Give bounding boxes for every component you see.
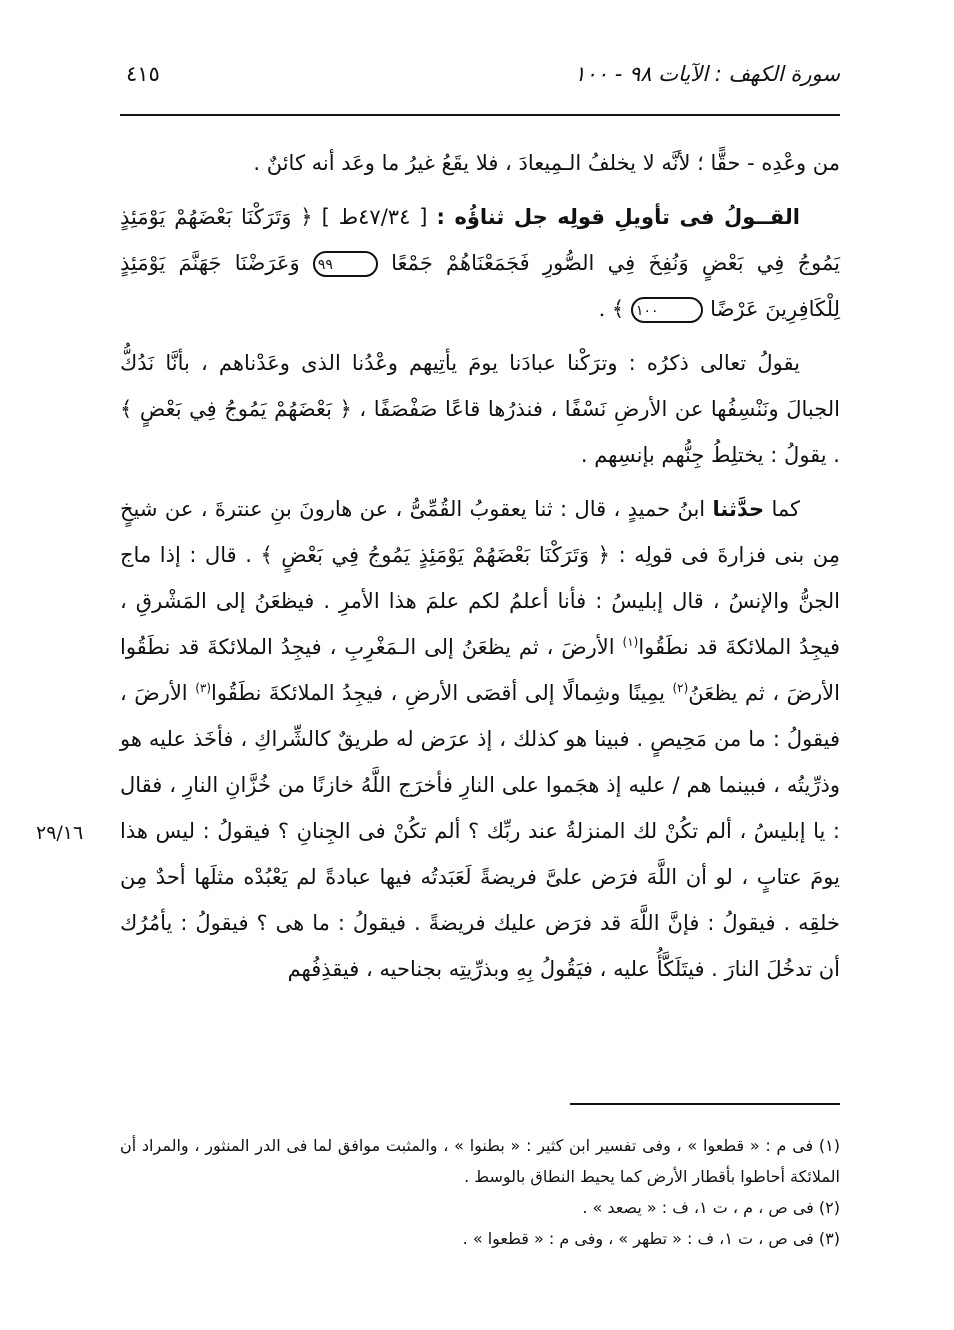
footnote-divider [570, 1103, 840, 1105]
quran-verse-text-2: وَعَرَضْنَا جَهَنَّمَ يَوْمَئِذٍ لِلْكَافِرِينَ عَرْضًا [120, 251, 840, 321]
verse-number-99: ٩٩ [313, 251, 378, 277]
paragraph-4-text-c: . قال : إذا ماج الجنُّ والإنسُ ، قال إبليسُ : فأنا أعلمُ لكم علمَ هذا الأمرِ . فيظعَنُ إلى المَشْرقِ ، فيجِدُ الملائكةَ قد نطَقُوا [120, 543, 841, 659]
paragraph-4-text-b: ابنُ حميدٍ ، قال : ثنا يعقوبُ القُمِّىُّ ، عن هارونَ بنِ عنترةَ ، عن شيخٍ مِن بنى فزارةَ فى قولِه : [120, 497, 841, 567]
footnote-marker-2: (٢) [672, 681, 689, 695]
page-number: ٤١٥ [126, 62, 160, 86]
footnote-marker-1: (١) [622, 635, 639, 649]
narration-keyword: حدَّثنا [712, 497, 765, 521]
paragraph-3-text-a: يقولُ تعالى ذكرُه : وترَكْنا عبادَنا يومَ يأتِيهم وعْدُنا الذى وعَدْناهم ، بأنَّا نَدُكُّ الجبالَ ونَنْسِفُها عن الأرضِ نَسْفًا ، فنذرُها قاعًا صَفْصَفًا ، [120, 351, 840, 421]
paragraph-1-text: من وعْدِه - حقًّا ؛ لأنَّه لا يخلفُ الـمِيعادَ ، فلا يقَعُ غيرُ ما وعَد أنه كائنٌ . [253, 151, 840, 175]
footnotes [120, 1130, 840, 1254]
paragraph-4 [120, 486, 840, 992]
running-title: سورة الكهف : الآيات ٩٨ - ١٠٠ [574, 62, 840, 86]
paragraph-4-text-d: الأرضَ ، ثم يظعَنُ إلى الـمَغْرِبِ ، فيجِدُ الملائكةَ قد نطَقُوا الأرضَ ، ثم يظعَنُ [120, 635, 840, 705]
quran-quote-p4: ﴿ وَتَرَكْنَا بَعْضَهُمْ يَوْمَئِذٍ يَمُوجُ فِي بَعْضٍ ﴾ [260, 543, 610, 567]
paragraph-4-text-a: كما [771, 497, 800, 521]
footnote-1: (١) فى م : « قطعوا » ، وفى تفسير ابن كثير : « بطنوا » ، والمثبت موافق لما فى الدر المنثور ، والمراد أن الملائكة أحاطوا بأقطار الأرض كما يحيط النطاق بالوسط . [120, 1136, 840, 1186]
folio-reference: [ ٤٧/٣٤ط ] [321, 205, 428, 229]
paragraph-3 [120, 340, 840, 478]
footnote-3: (٣) فى ص ، ت ١، ف : « تطهر » ، وفى م : « قطعوا » . [462, 1229, 840, 1248]
footnote-marker-3: (٣) [195, 681, 212, 695]
paragraph-2 [120, 194, 840, 332]
paragraph-4-text-f: الأرضَ ، فيقولُ : ما من مَحِيصٍ . فبينا هو كذلك ، إذ عرَض له طريقٌ كالشِّراكِ ، فأخَذ عليه هو وذرِّيتُه ، فبينما هم / عليه إذ هجَموا على النارِ فأخرَج اللَّهُ خازنًا من خُزَّانِ النارِ ، فقال : يا إبليسُ ، ألم تكُنْ لك المنزلةُ عند ربِّك ؟ ألم تكُنْ فى الجِنانِ ؟ فيقولُ : ليس هذا يومَ عتابٍ ، لو أن اللَّهَ فرَض علىَّ فريضةً لَعَبَدتُه فيها عبادةً لم يَعْبُدْه مثلَها أحدٌ مِن خلقِه . فيقولُ : فإنَّ اللَّهَ قد فرَض عليك فريضةً . فيقولُ : ما هى ؟ فيقولُ : يأمُرُك أن تدخُلَ النارَ . فيتَلَكَّأُ عليه ، فيَقُولُ بِهِ وبذرِّيتِه بجناحيه ، فيقذِفُهم [120, 681, 840, 981]
quran-quote-p3: ﴿ بَعْضَهُمْ يَمُوجُ فِي بَعْضٍ ﴾ [120, 397, 352, 421]
paragraph-3-text-b: . يقولُ : يختلِطُ جِنُّهم بإنسِهم . [580, 443, 840, 467]
margin-reference: ٢٩/١٦ [36, 822, 84, 844]
header-divider [120, 114, 840, 116]
main-text [120, 140, 840, 992]
paragraph-1 [120, 140, 840, 186]
quran-verse-text-1: ﴿ وَتَرَكْنَا بَعْضَهُمْ يَوْمَئِذٍ يَمُوجُ فِي بَعْضٍ وَنُفِخَ فِي الصُّورِ فَجَمَعْنَاهُمْ جَمْعًا [120, 205, 840, 275]
section-heading: القــولُ فى تأويلِ قولِه جل ثناؤُه : [436, 205, 800, 229]
paragraph-4-text-e: يمِينًا وشِمالًا إلى أقصَى الأرضِ ، فيجِدُ الملائكةَ نطَقُوا [211, 681, 665, 705]
quran-close: ﴾ . [598, 297, 625, 321]
verse-number-100: ١٠٠ [631, 297, 704, 323]
footnote-2: (٢) فى ص ، م ، ت ١، ف : « يصعد » . [582, 1198, 840, 1217]
page-header [120, 58, 840, 100]
